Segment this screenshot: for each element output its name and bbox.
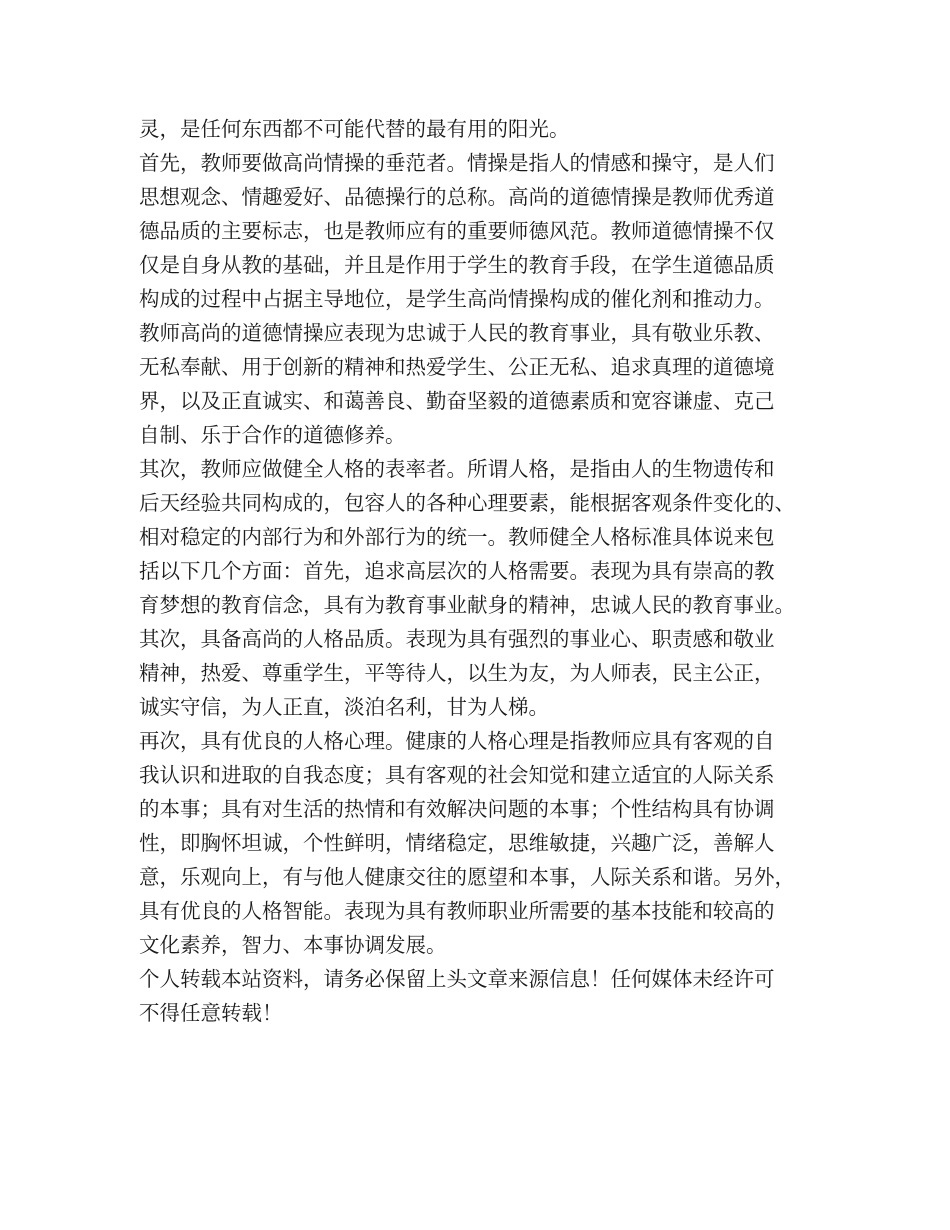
text-line: 具有优良的人格智能。表现为具有教师职业所需要的基本技能和较高的 (139, 899, 775, 923)
text-line: 意，乐观向上，有与他人健康交往的愿望和本事，人际关系和谐。另外， (139, 865, 795, 889)
text-line: 性，即胸怀坦诚，个性鲜明，情绪稳定，思维敏捷，兴趣广泛，善解人 (139, 831, 775, 855)
text-line: 德品质的主要标志，也是教师应有的重要师德风范。教师道德情操不仅 (139, 219, 775, 243)
text-line: 诚实守信，为人正直，淡泊名利，甘为人梯。 (139, 695, 549, 719)
text-line: 其次，教师应做健全人格的表率者。所谓人格，是指由人的生物遗传和 (139, 457, 775, 481)
text-line: 首先，教师要做高尚情操的垂范者。情操是指人的情感和操守，是人们 (139, 151, 775, 175)
text-line: 再次，具有优良的人格心理。健康的人格心理是指教师应具有客观的自 (139, 729, 775, 753)
text-line: 后天经验共同构成的，包容人的各种心理要素，能根据客观条件变化的、 (139, 491, 795, 515)
text-line: 括以下几个方面：首先，追求高层次的人格需要。表现为具有崇高的教 (139, 559, 775, 583)
text-line: 自制、乐于合作的道德修养。 (139, 423, 406, 447)
text-line: 构成的过程中占据主导地位，是学生高尚情操构成的催化剂和推动力。 (139, 287, 775, 311)
text-line: 界，以及正直诚实、和蔼善良、勤奋坚毅的道德素质和宽容谦虚、克己 (139, 389, 775, 413)
text-line: 的本事；具有对生活的热情和有效解决问题的本事；个性结构具有协调 (139, 797, 775, 821)
text-line: 教师高尚的道德情操应表现为忠诚于人民的教育事业，具有敬业乐教、 (139, 321, 775, 345)
text-line: 灵，是任何东西都不可能代替的最有用的阳光。 (139, 117, 570, 141)
text-line: 仅是自身从教的基础，并且是作用于学生的教育手段，在学生道德品质 (139, 253, 775, 277)
text-line: 文化素养，智力、本事协调发展。 (139, 933, 447, 957)
text-line: 不得任意转载！ (139, 1001, 283, 1025)
text-line: 无私奉献、用于创新的精神和热爱学生、公正无私、追求真理的道德境 (139, 355, 775, 379)
body-text (139, 112, 829, 1030)
text-line: 相对稳定的内部行为和外部行为的统一。教师健全人格标准具体说来包 (139, 525, 775, 549)
text-line: 个人转载本站资料，请务必保留上头文章来源信息！任何媒体未经许可 (139, 967, 775, 991)
text-line: 思想观念、情趣爱好、品德操行的总称。高尚的道德情操是教师优秀道 (139, 185, 775, 209)
text-line: 育梦想的教育信念，具有为教育事业献身的精神，忠诚人民的教育事业。 (139, 593, 795, 617)
text-line: 精神，热爱、尊重学生，平等待人，以生为友，为人师表，民主公正， (139, 661, 775, 685)
text-line: 其次，具备高尚的人格品质。表现为具有强烈的事业心、职责感和敬业 (139, 627, 775, 651)
text-line: 我认识和进取的自我态度；具有客观的社会知觉和建立适宜的人际关系 (139, 763, 775, 787)
